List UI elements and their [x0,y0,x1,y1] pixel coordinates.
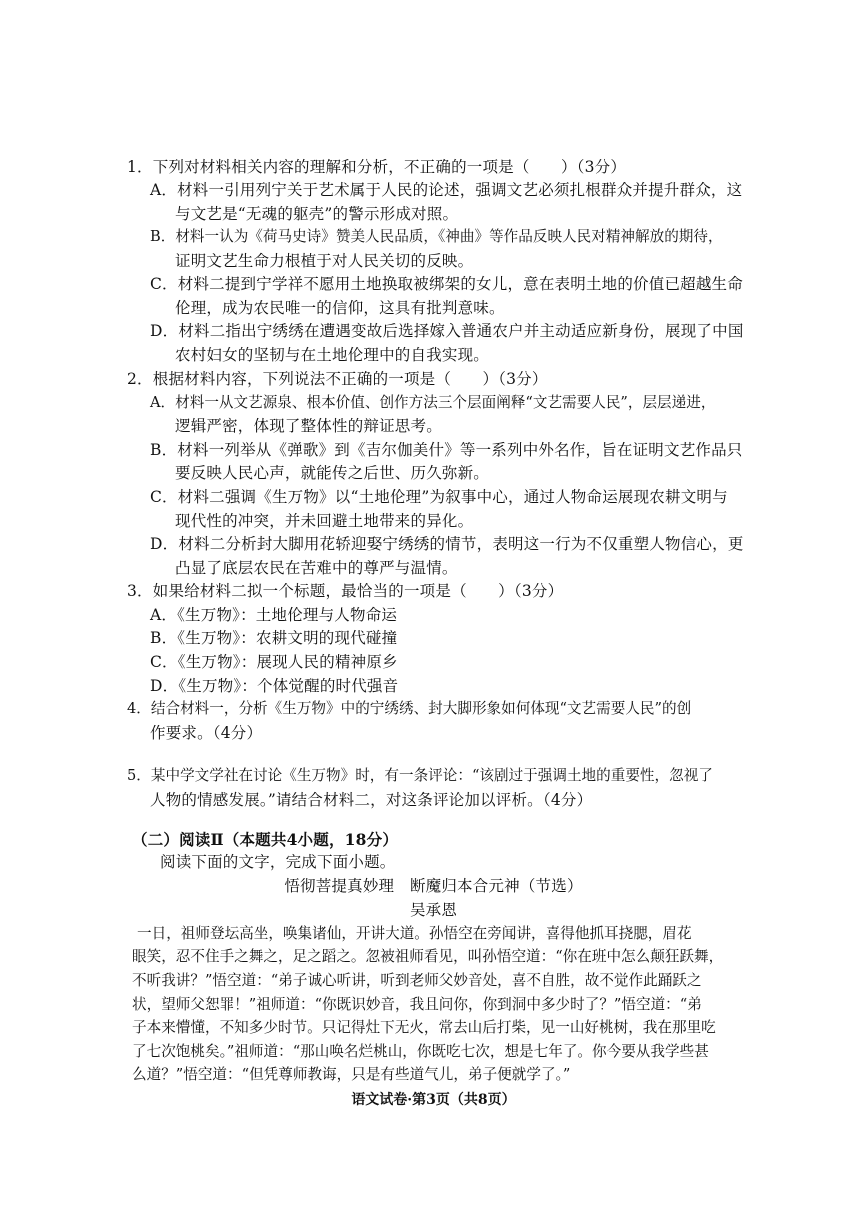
q2-option-c: C．材料二强调《生万物》以“土地伦理”为叙事中心，通过人物命运展现农耕文明与 [150,488,728,506]
section-instruction: 阅读下面的文字，完成下面小题。 [160,853,396,871]
q3-stem: 3．如果给材料二拟一个标题，最恰当的一项是（ ）（3分） [127,582,564,600]
q1-option-b-cont: 证明文艺生命力根植于对人民关切的反映。 [175,252,474,270]
passage-line-3: 不听我讲？”悟空道：“弟子诚心听讲，听到老师父妙音处，喜不自胜，故不觉作此踊跃之 [132,972,702,989]
q2-option-c-cont: 现代性的冲突，并未回避土地带来的异化。 [175,512,474,530]
passage-line-2: 眼笑，忍不住手之舞之，足之蹈之。忽被祖师看见，叫孙悟空道：“你在班中怎么颠狂跃舞， [132,948,724,965]
passage-line-5: 子本来懵懂，不知多少时节。只记得灶下无火，常去山后打柴，见一山好桃树，我在那里吃 [132,1019,716,1036]
q1-option-a-cont: 与文艺是“无魂的躯壳”的警示形成对照。 [175,205,459,223]
q2-option-d: D．材料二分析封大脚用花轿迎娶宁绣绣的情节，表明这一行为不仅重塑人物信心，更 [150,535,744,553]
q2-stem: 2．根据材料内容，下列说法不正确的一项是（ ）（3分） [127,370,548,388]
passage-line-6: 了七次饱桃矣。”祖师道：“那山唤名烂桃山，你既吃七次，想是七年了。你今要从我学些甚 [132,1043,709,1060]
q1-option-b: B．材料一认为《荷马史诗》赞美人民品质，《神曲》等作品反映人民对精神解放的期待， [150,228,723,245]
q5-line-1: 5．某中学文学社在讨论《生万物》时，有一条评论：“该剧过于强调土地的重要性，忽视了 [127,767,713,784]
page-footer: 语文试卷·第3页（共8页） [351,1092,516,1108]
q1-stem: 1．下列对材料相关内容的理解和分析，不正确的一项是（ ）（3分） [127,158,627,176]
q2-option-b: B．材料一列举从《弹歌》到《吉尔伽美什》等一系列中外名作，旨在证明文艺作品只 [150,441,743,459]
section-heading: （二）阅读Ⅱ（本题共4小题，18分） [132,830,399,849]
q3-option-a: A．《生万物》：土地伦理与人物命运 [150,606,398,624]
q2-option-a-cont: 逻辑严密，体现了整体性的辩证思考。 [175,417,442,435]
q3-option-c: C．《生万物》：展现人民的精神原乡 [150,653,398,671]
q1-option-c: C．材料二提到宁学祥不愿用土地换取被绑架的女儿，意在表明土地的价值已超越生命 [150,275,743,293]
passage-title: 悟彻菩提真妙理 断魔归本合元神（节选） [284,877,583,895]
q1-option-c-cont: 伦理，成为农民唯一的信仰，这具有批判意味。 [175,299,505,317]
q3-option-b: B．《生万物》：农耕文明的现代碰撞 [150,629,398,647]
passage-line-7: 么道？”悟空道：“但凭尊师教诲，只是有些道气儿，弟子便就学了。” [132,1066,571,1083]
q2-option-d-cont: 凸显了底层农民在苦难中的尊严与温情。 [175,559,458,577]
passage-line-4: 状，望师父恕罪！”祖师道：“你既识妙音，我且问你，你到洞中多少时了？”悟空道：“弟 [132,996,702,1013]
q3-option-d: D．《生万物》：个体觉醒的时代强音 [150,677,399,695]
q2-option-a: A．材料一从文艺源泉、根本价值、创作方法三个层面阐释“文艺需要人民”，层层递进， [150,394,716,411]
q1-option-d: D．材料二指出宁绣绣在遭遇变故后选择嫁入普通农户并主动适应新身份，展现了中国 [150,322,744,340]
passage-author: 吴承恩 [409,901,458,919]
q4-line-2: 作要求。（4分） [150,724,263,742]
q5-line-2: 人物的情感发展。”请结合材料二，对这条评论加以评析。（4分） [150,791,593,809]
q1-option-d-cont: 农村妇女的坚韧与在土地伦理中的自我实现。 [175,346,490,364]
q2-option-b-cont: 要反映人民心声，就能传之后世、历久弥新。 [175,464,490,482]
q4-line-1: 4．结合材料一，分析《生万物》中的宁绣绣、封大脚形象如何体现“文艺需要人民”的创 [127,700,692,717]
q1-option-a: A．材料一引用列宁关于艺术属于人民的论述，强调文艺必须扎根群众并提升群众，这 [150,181,743,199]
passage-line-1: 一日，祖师登坛高坐，唤集诸仙，开讲大道。孙悟空在旁闻讲，喜得他抓耳挠腮，眉花 [137,925,692,942]
